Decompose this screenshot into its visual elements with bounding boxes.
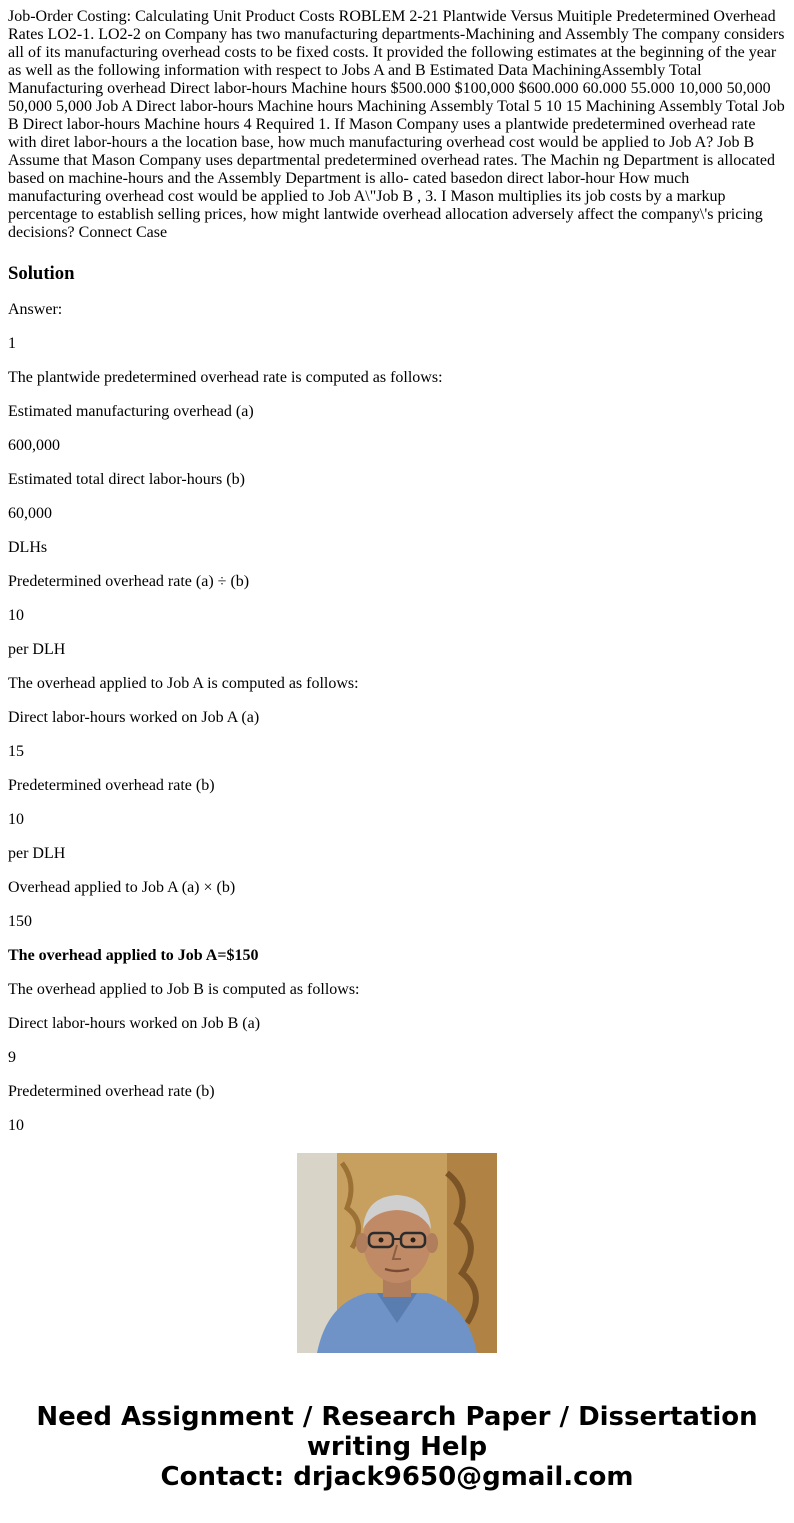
- solution-unit: DLHs: [8, 539, 48, 556]
- solution-line: The plantwide predetermined overhead rate is computed as follows:: [8, 369, 443, 386]
- solution-line: The overhead applied to Job B is computed as follows:: [8, 981, 360, 998]
- solution-line: Direct labor-hours worked on Job A (a): [8, 709, 260, 726]
- solution-value: 60,000: [8, 505, 52, 522]
- solution-heading: Solution: [8, 263, 75, 284]
- job-a-result: The overhead applied to Job A=$150: [8, 947, 259, 964]
- solution-line: Overhead applied to Job A (a) × (b): [8, 879, 236, 896]
- cta-line: Need Assignment / Research Paper / Dissertation: [36, 1402, 758, 1432]
- author-photo-illustration: [297, 1153, 497, 1353]
- solution-value: 150: [8, 913, 32, 930]
- solution-value: 9: [8, 1049, 16, 1066]
- solution-value: 15: [8, 743, 24, 760]
- contact-banner: [0, 1402, 794, 1492]
- solution-value: 10: [8, 607, 24, 624]
- solution-value: 10: [8, 1117, 24, 1134]
- solution-line: Estimated manufacturing overhead (a): [8, 403, 254, 420]
- solution-line: Predetermined overhead rate (b): [8, 1083, 215, 1100]
- solution-line: Predetermined overhead rate (a) ÷ (b): [8, 573, 250, 590]
- solution-line: Direct labor-hours worked on Job B (a): [8, 1015, 261, 1032]
- solution-unit: per DLH: [8, 845, 66, 862]
- solution-unit: per DLH: [8, 641, 66, 658]
- part-number: 1: [8, 335, 16, 352]
- answer-label: Answer:: [8, 301, 63, 318]
- solution-value: 600,000: [8, 437, 60, 454]
- solution-line: Predetermined overhead rate (b): [8, 777, 215, 794]
- problem-statement: Job-Order Costing: Calculating Unit Product Costs ROBLEM 2-21 Plantwide Versus Muitiple Predetermined Overhead Rates LO2-1. LO2-2 on Company has two manufacturing departments-Machining and Assembly The company considers all of its manufacturing overhead costs to be fixed costs. It provided the following estimates at the beginning of the year as well as the following information with respect to Jobs A and B Estimated Data MachiningAssembly Total Manufacturing overhead Direct labor-hours Machine hours $500.000 $100,000 $600.000 60.000 55.000 10,000 50,000 50,000 5,000 Job A Direct labor-hours Machine hours Machining Assembly Total 5 10 15 Machining Assembly Total Job B Direct labor-hours Machine hours 4 Required 1. If Mason Company uses a plantwide predetermined overhead rate with diret labor-hours a the location base, how much manufacturing overhead cost would be applied to Job A? Job B Assume that Mason Company uses departmental predetermined overhead rates. The Machin ng Department is allocated based on machine-hours and the Assembly Department is allo- cated basedon direct labor-hour How much manufacturing overhead cost would be applied to Job A\"Job B , 3. I Mason multiplies its job costs by a markup percentage to establish selling prices, how might lantwide overhead allocation adversely affect the company\'s pricing decisions? Connect Case: [8, 8, 785, 241]
- author-avatar: [297, 1153, 497, 1353]
- document-content: [8, 8, 786, 1134]
- contact-email: Contact: drjack9650@gmail.com: [160, 1462, 634, 1492]
- cta-line: writing Help: [306, 1432, 488, 1462]
- solution-line: The overhead applied to Job A is computed as follows:: [8, 675, 359, 692]
- solution-line: Estimated total direct labor-hours (b): [8, 471, 245, 488]
- solution-value: 10: [8, 811, 24, 828]
